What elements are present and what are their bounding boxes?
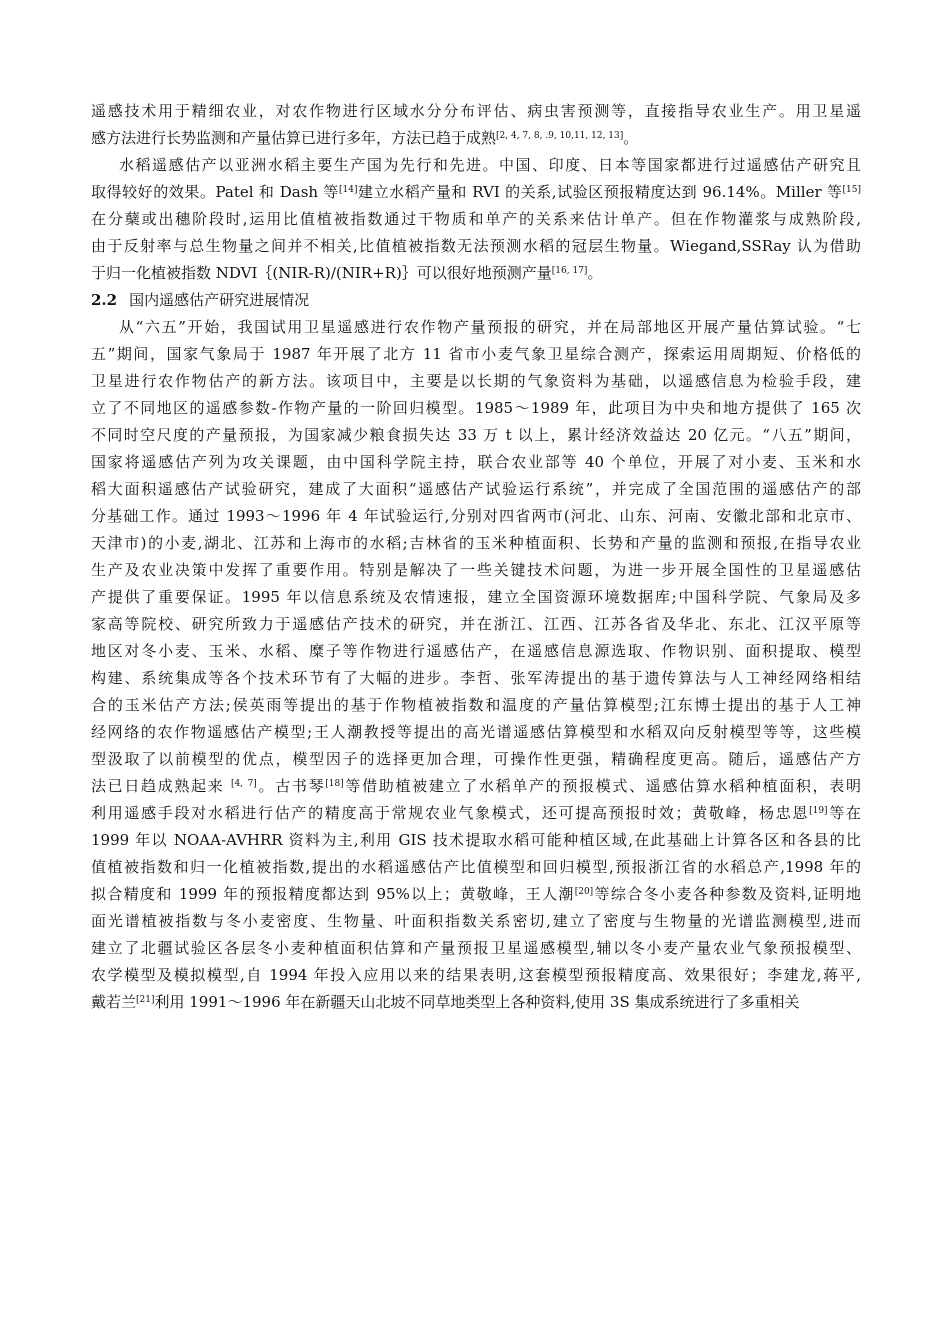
text-run: 生产及农业决策中发挥了重要作用。特别是解决了一些关键技术问题，为进一步开展全国性的卫星遥感估 — [91, 561, 861, 579]
text-line — [91, 638, 861, 665]
text-line — [91, 260, 861, 287]
text-line — [91, 692, 861, 719]
text-line — [91, 233, 861, 260]
text-line — [91, 476, 861, 503]
text-run: 拟合精度和 1999 年的预报精度都达到 95%以上；黄敬峰，王人潮 — [91, 885, 575, 903]
text-line — [91, 368, 861, 395]
text-line — [91, 719, 861, 746]
text-run: 等在 — [827, 804, 861, 822]
text-run: 型汲取了以前模型的优点，模型因子的选择更加合理，可操作性更强，精确程度更高。随后，遥感估产方 — [91, 750, 861, 768]
text-run: 分基础工作。通过 1993～1996 年 4 年试验运行,分别对四省两市(河北、山东、河南、安徽北部和北京市、 — [91, 507, 861, 525]
text-line — [91, 962, 861, 989]
text-run: 等综合冬小麦各种参数及资料,证明地 — [593, 885, 861, 903]
text-run: 面光谱植被指数与冬小麦密度、生物量、叶面积指数关系密切,建立了密度与生物量的光谱监测模型,进而 — [91, 912, 861, 930]
text-run: 合的玉米估产方法;侯英雨等提出的基于作物植被指数和温度的产量估算模型;江东博士提出的基于人工神 — [91, 696, 861, 714]
text-run: 地区对冬小麦、玉米、水稻、糜子等作物进行遥感估产，在遥感信息源选取、作物识别、面积提取、模型 — [91, 642, 861, 660]
text-line — [91, 665, 861, 692]
text-run: 建立水稻产量和 RVI 的关系,试验区预报精度达到 96.14%。Miller 等 — [357, 183, 843, 201]
text-run: 。 — [587, 264, 603, 282]
citation-ref: [16, 17] — [551, 266, 588, 276]
text-run: 利用遥感手段对水稻进行估产的精度高于常规农业气象模式，还可提高预报时效；黄敬峰，杨忠恩 — [91, 804, 810, 822]
text-line — [91, 746, 861, 773]
text-run: 卫星进行农作物估产的新方法。该项目中，主要是以长期的气象资料为基础，以遥感信息为检验手段，建 — [91, 372, 861, 390]
citation-ref: [14] — [338, 185, 358, 195]
text-line — [91, 557, 861, 584]
text-line — [91, 314, 861, 341]
text-line — [91, 800, 861, 827]
citation-ref: [19] — [809, 806, 828, 816]
text-line — [91, 530, 861, 557]
text-run: 建立了北疆试验区各层冬小麦种植面积估算和产量预报卫星遥感模型,辅以冬小麦产量农业气象预报模型、 — [91, 939, 861, 957]
text-run: 农学模型及模拟模型,自 1994 年投入应用以来的结果表明,这套模型预报精度高、效果很好；李建龙,蒋平, — [91, 966, 861, 984]
paragraph-rice-estimation — [91, 152, 861, 287]
text-line — [91, 773, 861, 800]
text-run: 。古书琴 — [256, 777, 326, 795]
text-run: 利用 1991～1996 年在新疆天山北坡不同草地类型上各种资料,使用 3S 集成系统进行了多重相关 — [154, 993, 800, 1011]
text-run: 等借助植被建立了水稻单产的预报模式、遥感估算水稻种植面积，表明 — [343, 777, 861, 795]
text-run: 取得较好的效果。Patel 和 Dash 等 — [91, 183, 339, 201]
text-line — [91, 989, 861, 1016]
paragraph-domestic-progress — [91, 314, 861, 1016]
text-run: 家高等院校、研究所致力于遥感估产技术的研究，并在浙江、江西、江苏各省及华北、东北、江汉平原等 — [91, 615, 861, 633]
paragraph-intro-continuation — [91, 98, 861, 152]
text-line — [91, 422, 861, 449]
text-run: 构建、系统集成等各个技术环节有了大幅的进步。李哲、张军涛提出的基于遗传算法与人工神经网络相结 — [91, 669, 861, 687]
text-line — [91, 449, 861, 476]
citation-ref: [20] — [574, 887, 594, 897]
text-run: 感方法进行长势监测和产量估算已进行多年，方法已趋于成熟 — [91, 129, 497, 147]
text-line — [91, 152, 861, 179]
citation-ref: [18] — [325, 779, 344, 789]
text-line — [91, 881, 861, 908]
text-run: 从“六五”开始，我国试用卫星遥感进行农作物产量预报的研究，并在局部地区开展产量估算试验。“七 — [119, 318, 861, 336]
text-run: 经网络的农作物遥感估产模型;王人潮教授等提出的高光谱遥感估算模型和水稻双向反射模型等等，这些模 — [91, 723, 861, 741]
text-line — [91, 206, 861, 233]
text-line — [91, 854, 861, 881]
text-line — [91, 179, 861, 206]
text-line — [91, 98, 861, 125]
citation-ref: [4, 7] — [230, 779, 257, 789]
text-line — [91, 827, 861, 854]
section-title: 国内遥感估产研究进展情况 — [129, 291, 310, 309]
section-heading — [91, 287, 861, 314]
text-run: 由于反射率与总生物量之间并不相关,比值植被指数无法预测水稻的冠层生物量。Wiegand,SSRay 认为借助 — [91, 237, 861, 255]
citation-ref: [15] — [842, 185, 861, 195]
text-run: 戴若兰 — [91, 993, 137, 1011]
text-run: 水稻遥感估产以亚洲水稻主要生产国为先行和先进。中国、印度、日本等国家都进行过遥感估产研究且 — [119, 156, 861, 174]
text-line — [91, 503, 861, 530]
page-body — [91, 98, 861, 1016]
text-run: 不同时空尺度的产量预报，为国家减少粮食损失达 33 万 t 以上，累计经济效益达 20 亿元。“八五”期间， — [91, 426, 861, 444]
text-run: 稻大面积遥感估产试验研究，建成了大面积“遥感估产试验运行系统”，并完成了全国范围的遥感估产的部 — [91, 480, 861, 498]
citation-ref: [21] — [136, 995, 155, 1005]
text-line — [91, 935, 861, 962]
text-run: 五”期间，国家气象局于 1987 年开展了北方 11 省市小麦气象卫星综合测产，探索运用周期短、价格低的 — [91, 345, 861, 363]
text-run: 法已日趋成熟起来 — [91, 777, 231, 795]
text-line — [91, 125, 861, 152]
text-run: 在分蘖或出穗阶段时,运用比值植被指数通过干物质和单产的关系来估计单产。但在作物灌浆与成熟阶段, — [91, 210, 861, 228]
text-run: 值植被指数和归一化植被指数,提出的水稻遥感估产比值模型和回归模型,预报浙江省的水稻总产,1998 年的 — [91, 858, 861, 876]
section-number: 2.2 — [91, 291, 118, 309]
text-run: 于归一化植被指数 NDVI｛(NIR-R)/(NIR+R)｝可以很好地预测产量 — [91, 264, 552, 282]
text-run: 产提供了重要保证。1995 年以信息系统及农情速报，建立全国资源环境数据库;中国科学院、气象局及多 — [91, 588, 861, 606]
text-line — [91, 908, 861, 935]
text-run: 1999 年以 NOAA-AVHRR 资料为主,利用 GIS 技术提取水稻可能种植区域,在此基础上计算各区和各县的比 — [91, 831, 861, 849]
text-line — [91, 611, 861, 638]
text-run: 天津市)的小麦,湖北、江苏和上海市的水稻;吉林省的玉米种植面积、长势和产量的监测和预报,在指导农业 — [91, 534, 861, 552]
text-line — [91, 341, 861, 368]
text-line — [91, 395, 861, 422]
text-run: 国家将遥感估产列为攻关课题，由中国科学院主持，联合农业部等 40 个单位，开展了对小麦、玉米和水 — [91, 453, 861, 471]
text-run: 遥感技术用于精细农业，对农作物进行区域水分分布评估、病虫害预测等，直接指导农业生产。用卫星遥 — [91, 102, 861, 120]
citation-ref: [2, 4, 7, 8, .9, 10,11, 12, 13] — [496, 131, 624, 141]
text-line — [91, 584, 861, 611]
text-run: 。 — [623, 129, 639, 147]
text-run: 立了不同地区的遥感参数-作物产量的一阶回归模型。1985～1989 年，此项目为中央和地方提供了 165 次 — [91, 399, 861, 417]
